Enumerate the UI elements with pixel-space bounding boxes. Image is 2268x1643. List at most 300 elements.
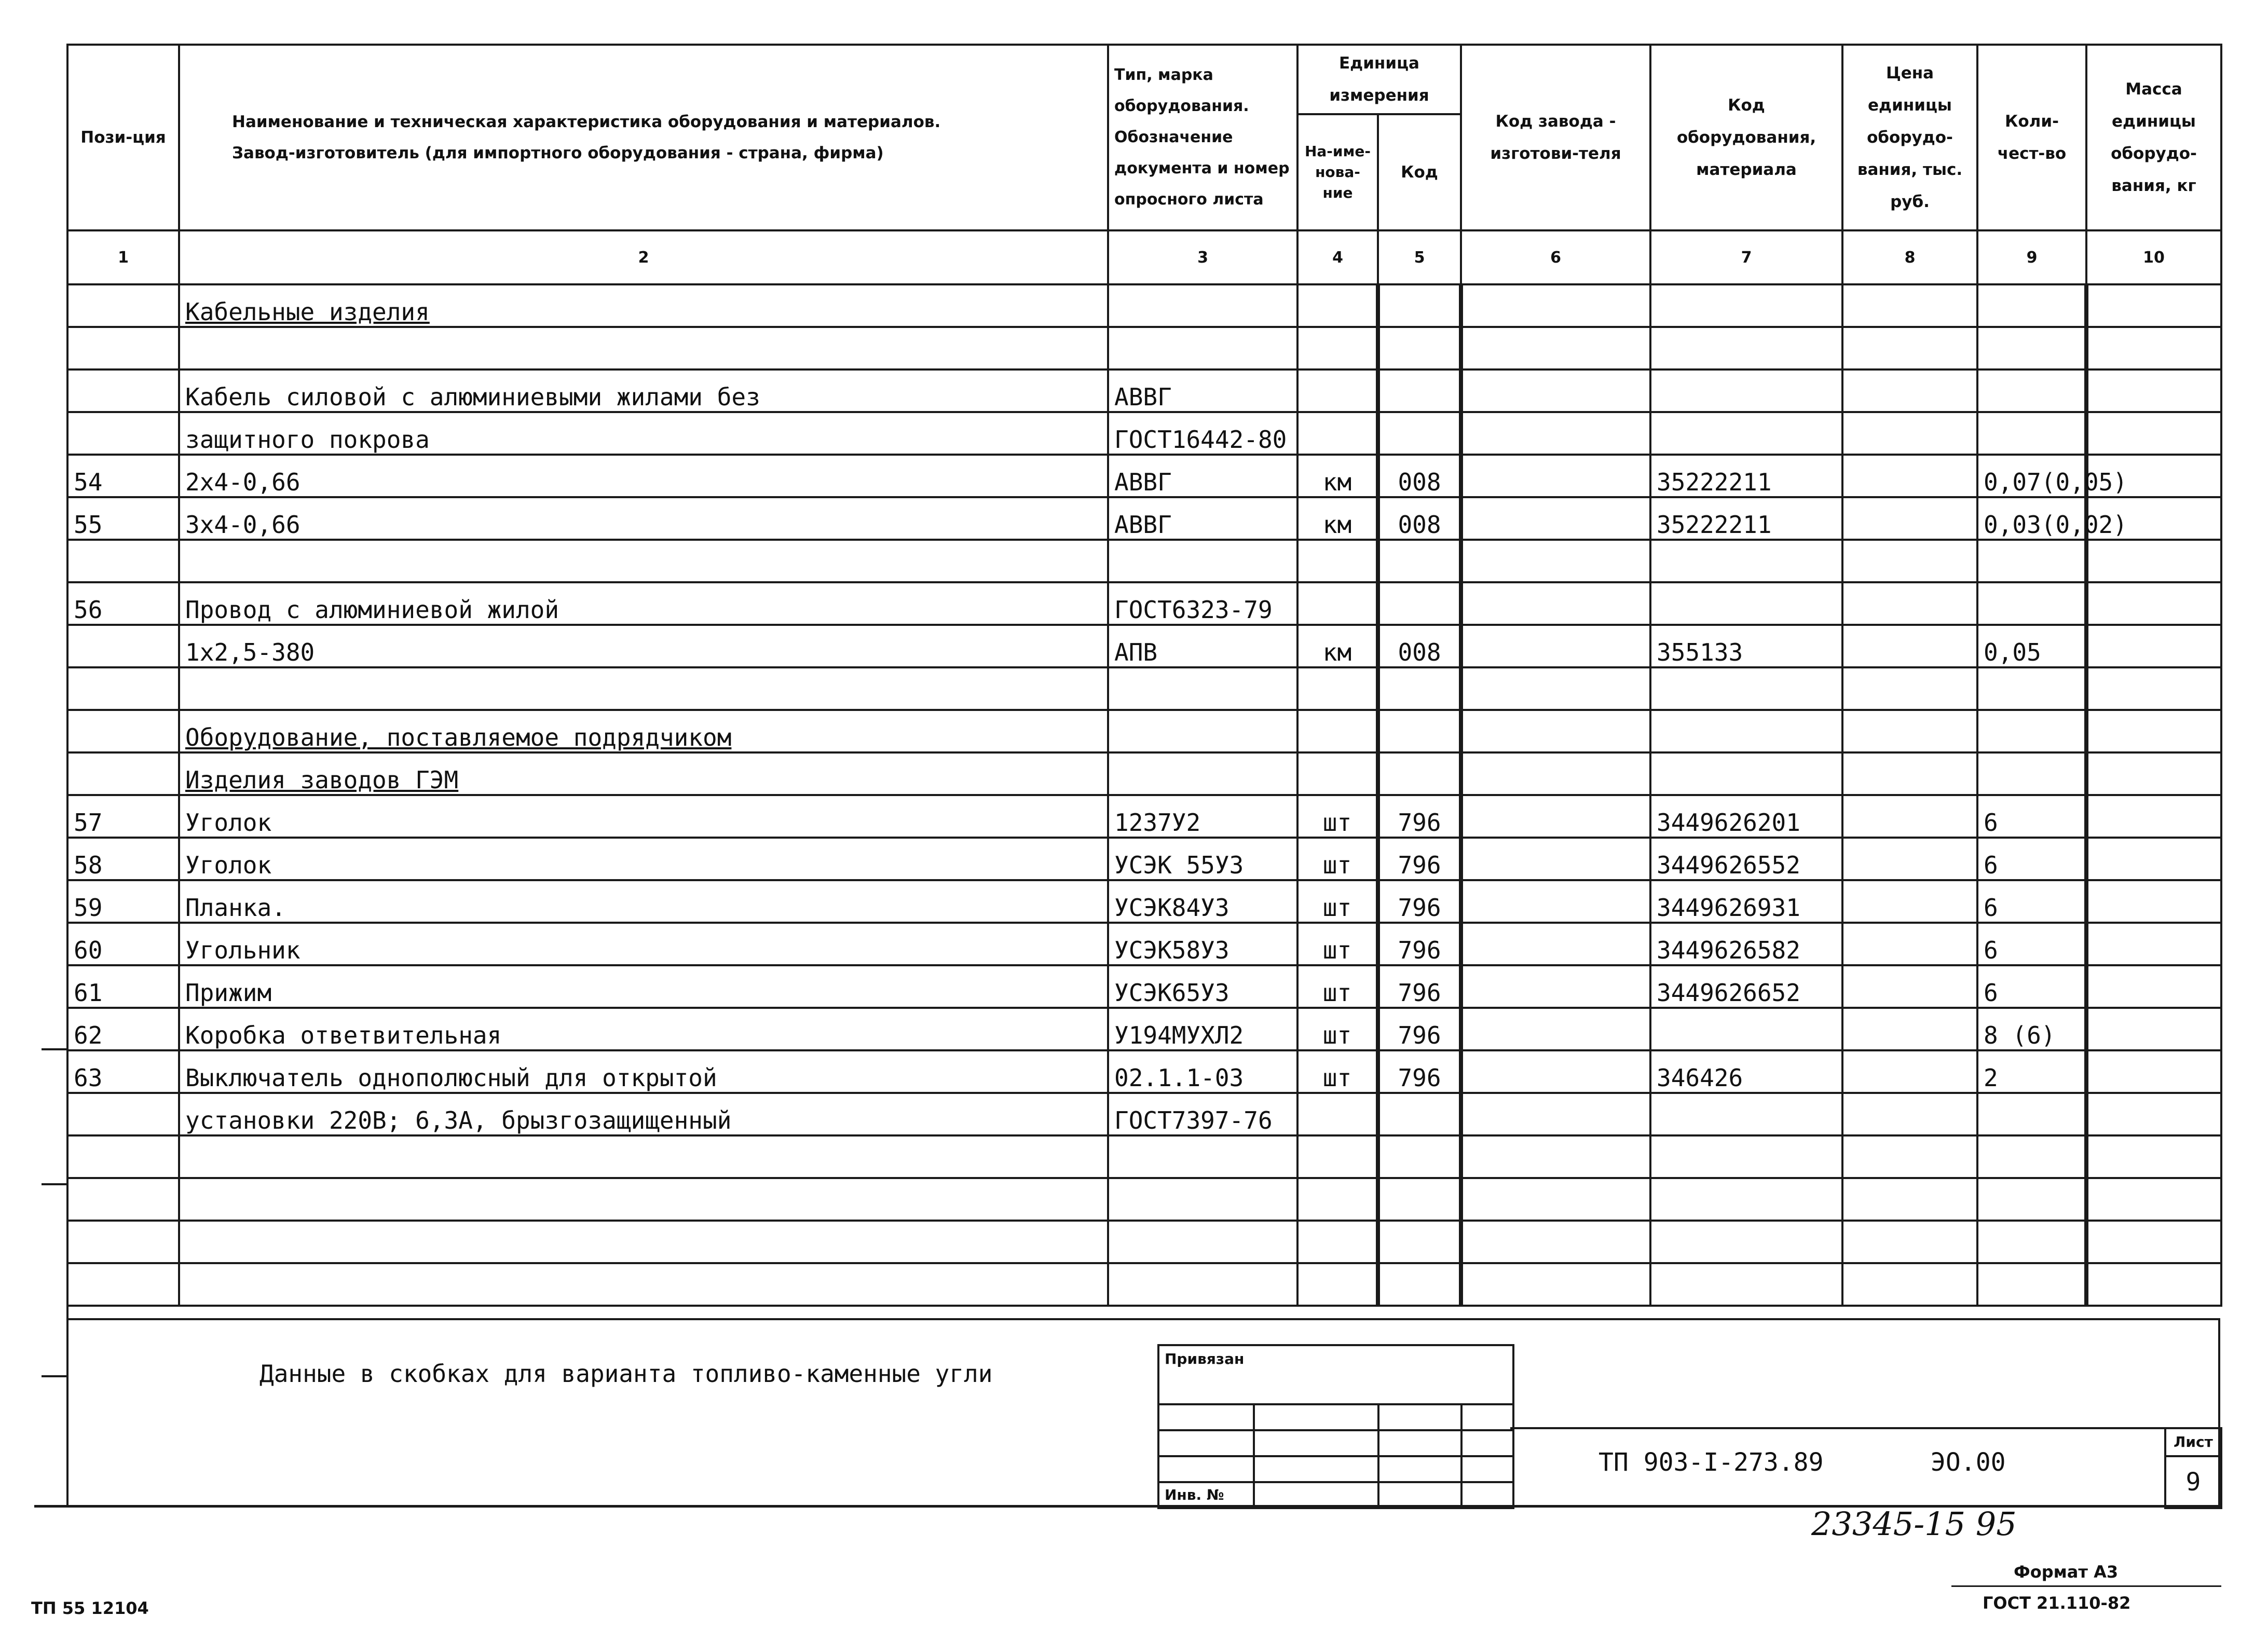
header-unit-group: Единица измерения bbox=[1297, 45, 1461, 114]
cell-equipment-code: 3449626931 bbox=[1650, 880, 1842, 923]
cell-unit-code bbox=[1378, 1178, 1461, 1221]
col-num-1: 1 bbox=[67, 230, 179, 284]
table-bottom-line bbox=[66, 1318, 2220, 1320]
cell-quantity bbox=[1977, 710, 2086, 752]
cell-unit bbox=[1297, 1221, 1378, 1263]
cell-mass bbox=[2086, 795, 2221, 838]
cell-position bbox=[67, 667, 179, 710]
cell-factory-code bbox=[1461, 965, 1650, 1008]
cell-unit: шт bbox=[1297, 1008, 1378, 1050]
cell-position bbox=[67, 327, 179, 369]
cell-name: Прижим bbox=[179, 965, 1108, 1008]
cell-unit: шт bbox=[1297, 923, 1378, 965]
column-number-row bbox=[67, 230, 2221, 284]
cell-factory-code bbox=[1461, 412, 1650, 455]
cell-name bbox=[179, 540, 1108, 582]
cell-unit bbox=[1297, 1178, 1378, 1221]
table-row bbox=[67, 965, 2221, 1008]
table-row bbox=[67, 497, 2221, 540]
cell-name bbox=[179, 1178, 1108, 1221]
table-row bbox=[67, 327, 2221, 369]
cell-type bbox=[1108, 1263, 1297, 1306]
cell-mass bbox=[2086, 880, 2221, 923]
cell-mass bbox=[2086, 1050, 2221, 1093]
stamp-line bbox=[1159, 1429, 1512, 1431]
cell-position: 57 bbox=[67, 795, 179, 838]
cell-factory-code bbox=[1461, 284, 1650, 327]
cell-price bbox=[1842, 880, 1977, 923]
cell-equipment-code bbox=[1650, 1135, 1842, 1178]
cell-unit-code bbox=[1378, 752, 1461, 795]
cell-equipment-code bbox=[1650, 1221, 1842, 1263]
specification-table bbox=[66, 44, 2222, 1307]
cell-price bbox=[1842, 1135, 1977, 1178]
cell-name: Оборудование, поставляемое подрядчиком bbox=[179, 710, 1108, 752]
cell-type: 02.1.1-03 bbox=[1108, 1050, 1297, 1093]
cell-unit-code bbox=[1378, 1263, 1461, 1306]
cell-factory-code bbox=[1461, 455, 1650, 497]
cell-unit bbox=[1297, 327, 1378, 369]
cell-unit-code bbox=[1378, 710, 1461, 752]
stamp-vline bbox=[1460, 1403, 1463, 1507]
cell-position bbox=[67, 1178, 179, 1221]
margin-tick bbox=[42, 1183, 66, 1185]
col-num-2: 2 bbox=[179, 230, 1108, 284]
cell-unit-code: 796 bbox=[1378, 965, 1461, 1008]
cell-unit bbox=[1297, 369, 1378, 412]
cell-quantity bbox=[1977, 284, 2086, 327]
cell-equipment-code bbox=[1650, 1178, 1842, 1221]
cell-unit bbox=[1297, 540, 1378, 582]
cell-quantity bbox=[1977, 369, 2086, 412]
cell-equipment-code: 346426 bbox=[1650, 1050, 1842, 1093]
cell-name: Кабельные изделия bbox=[179, 284, 1108, 327]
cell-type: 1237У2 bbox=[1108, 795, 1297, 838]
cell-equipment-code: 3449626582 bbox=[1650, 923, 1842, 965]
cell-name bbox=[179, 1263, 1108, 1306]
inventory-label: Инв. № bbox=[1165, 1486, 1224, 1503]
header-type: Тип, марка оборудования. Обозначение документа и номер опросного листа bbox=[1108, 45, 1297, 230]
cell-price bbox=[1842, 412, 1977, 455]
cell-factory-code bbox=[1461, 1050, 1650, 1093]
cell-quantity: 6 bbox=[1977, 838, 2086, 880]
cell-price bbox=[1842, 795, 1977, 838]
cell-quantity bbox=[1977, 327, 2086, 369]
cell-factory-code bbox=[1461, 1263, 1650, 1306]
cell-type bbox=[1108, 540, 1297, 582]
cell-unit-code: 008 bbox=[1378, 625, 1461, 667]
col-num-3: 3 bbox=[1108, 230, 1297, 284]
cell-unit bbox=[1297, 1263, 1378, 1306]
cell-name: Провод с алюминиевой жилой bbox=[179, 582, 1108, 625]
cell-equipment-code bbox=[1650, 540, 1842, 582]
header-row bbox=[67, 45, 2221, 114]
cell-unit-code: 796 bbox=[1378, 923, 1461, 965]
cell-type: АПВ bbox=[1108, 625, 1297, 667]
cell-position: 61 bbox=[67, 965, 179, 1008]
cell-position bbox=[67, 752, 179, 795]
cell-quantity bbox=[1977, 1178, 2086, 1221]
cell-unit-code bbox=[1378, 1093, 1461, 1135]
cell-equipment-code bbox=[1650, 1008, 1842, 1050]
cell-quantity bbox=[1977, 540, 2086, 582]
cell-position bbox=[67, 1135, 179, 1178]
cell-equipment-code bbox=[1650, 369, 1842, 412]
table-row bbox=[67, 838, 2221, 880]
cell-mass bbox=[2086, 625, 2221, 667]
sheet-number: 9 bbox=[2185, 1468, 2201, 1497]
cell-mass bbox=[2086, 923, 2221, 965]
cell-position: 56 bbox=[67, 582, 179, 625]
cell-unit-code bbox=[1378, 667, 1461, 710]
cell-unit: км bbox=[1297, 455, 1378, 497]
cell-factory-code bbox=[1461, 497, 1650, 540]
cell-position: 59 bbox=[67, 880, 179, 923]
col-num-7: 7 bbox=[1650, 230, 1842, 284]
cell-unit bbox=[1297, 667, 1378, 710]
cell-price bbox=[1842, 923, 1977, 965]
table-row bbox=[67, 1093, 2221, 1135]
cell-type: УСЭК84У3 bbox=[1108, 880, 1297, 923]
cell-equipment-code bbox=[1650, 1093, 1842, 1135]
header-unit-name: На-име-нова-ние bbox=[1297, 114, 1378, 230]
table-row bbox=[67, 667, 2221, 710]
cell-position bbox=[67, 1263, 179, 1306]
table-row bbox=[67, 625, 2221, 667]
cell-type: ГОСТ16442-80 bbox=[1108, 412, 1297, 455]
table-row bbox=[67, 923, 2221, 965]
cell-equipment-code bbox=[1650, 667, 1842, 710]
stamp-vline bbox=[1253, 1403, 1255, 1507]
cell-factory-code bbox=[1461, 838, 1650, 880]
header-equipment-code: Код оборудования, материала bbox=[1650, 45, 1842, 230]
cell-mass bbox=[2086, 1008, 2221, 1050]
cell-name: 2х4-0,66 bbox=[179, 455, 1108, 497]
cell-position: 63 bbox=[67, 1050, 179, 1093]
cell-position bbox=[67, 284, 179, 327]
cell-equipment-code: 35222211 bbox=[1650, 455, 1842, 497]
cell-type: УСЭК 55У3 bbox=[1108, 838, 1297, 880]
table-row bbox=[67, 710, 2221, 752]
gost-label: ГОСТ 21.110-82 bbox=[1983, 1593, 2131, 1613]
col-num-9: 9 bbox=[1977, 230, 2086, 284]
cell-mass bbox=[2086, 1263, 2221, 1306]
cell-factory-code bbox=[1461, 327, 1650, 369]
header-name-line2: Завод-изготовитель (для импортного оборудования - страна, фирма) bbox=[232, 144, 884, 162]
tp-code: ТП 55 12104 bbox=[31, 1598, 149, 1618]
col-num-5: 5 bbox=[1378, 230, 1461, 284]
cell-type bbox=[1108, 1135, 1297, 1178]
table-row bbox=[67, 540, 2221, 582]
format-line bbox=[1951, 1585, 2221, 1587]
cell-unit-code bbox=[1378, 327, 1461, 369]
cell-mass bbox=[2086, 327, 2221, 369]
cell-unit bbox=[1297, 1135, 1378, 1178]
cell-equipment-code bbox=[1650, 1263, 1842, 1306]
cell-type bbox=[1108, 284, 1297, 327]
cell-quantity bbox=[1977, 752, 2086, 795]
table-row bbox=[67, 284, 2221, 327]
cell-mass bbox=[2086, 582, 2221, 625]
stamp-line bbox=[1159, 1403, 1512, 1405]
cell-mass bbox=[2086, 1178, 2221, 1221]
cell-unit-code: 008 bbox=[1378, 497, 1461, 540]
cell-unit bbox=[1297, 1093, 1378, 1135]
cell-factory-code bbox=[1461, 923, 1650, 965]
cell-quantity bbox=[1977, 1135, 2086, 1178]
cell-name: Планка. bbox=[179, 880, 1108, 923]
cell-price bbox=[1842, 710, 1977, 752]
cell-unit bbox=[1297, 710, 1378, 752]
cell-equipment-code bbox=[1650, 284, 1842, 327]
table-row bbox=[67, 455, 2221, 497]
cell-unit-code bbox=[1378, 369, 1461, 412]
col-num-10: 10 bbox=[2086, 230, 2221, 284]
cell-price bbox=[1842, 369, 1977, 412]
frame-right-line bbox=[2218, 1318, 2220, 1507]
cell-type bbox=[1108, 1221, 1297, 1263]
cell-factory-code bbox=[1461, 625, 1650, 667]
cell-unit bbox=[1297, 412, 1378, 455]
cell-factory-code bbox=[1461, 880, 1650, 923]
cell-quantity: 0,03(0,02) bbox=[1977, 497, 2086, 540]
cell-type bbox=[1108, 327, 1297, 369]
header-position: Пози-ция bbox=[67, 45, 179, 230]
cell-factory-code bbox=[1461, 1221, 1650, 1263]
cell-price bbox=[1842, 1178, 1977, 1221]
col-num-6: 6 bbox=[1461, 230, 1650, 284]
cell-unit: км bbox=[1297, 497, 1378, 540]
table-row bbox=[67, 1178, 2221, 1221]
cell-factory-code bbox=[1461, 1008, 1650, 1050]
cell-equipment-code bbox=[1650, 752, 1842, 795]
cell-equipment-code bbox=[1650, 327, 1842, 369]
cell-unit-code: 796 bbox=[1378, 1050, 1461, 1093]
table-body bbox=[67, 284, 2221, 1306]
stamp-label: Привязан bbox=[1165, 1350, 1245, 1367]
col-num-8: 8 bbox=[1842, 230, 1977, 284]
cell-name bbox=[179, 1221, 1108, 1263]
stamp-line bbox=[1159, 1455, 1512, 1457]
cell-type bbox=[1108, 710, 1297, 752]
header-price: Цена единицы оборудо-вания, тыс. руб. bbox=[1842, 45, 1977, 230]
header-quantity: Коли-чест-во bbox=[1977, 45, 2086, 230]
cell-equipment-code bbox=[1650, 412, 1842, 455]
cell-quantity: 0,07(0,05) bbox=[1977, 455, 2086, 497]
cell-name: Изделия заводов ГЭМ bbox=[179, 752, 1108, 795]
cell-mass bbox=[2086, 965, 2221, 1008]
cell-factory-code bbox=[1461, 369, 1650, 412]
cell-price bbox=[1842, 1093, 1977, 1135]
cell-equipment-code: 35222211 bbox=[1650, 497, 1842, 540]
cell-price bbox=[1842, 752, 1977, 795]
cell-unit: шт bbox=[1297, 965, 1378, 1008]
margin-tick bbox=[42, 1375, 66, 1377]
table-row bbox=[67, 369, 2221, 412]
cell-equipment-code bbox=[1650, 582, 1842, 625]
cell-unit-code bbox=[1378, 1135, 1461, 1178]
cell-mass bbox=[2086, 1221, 2221, 1263]
cell-mass bbox=[2086, 752, 2221, 795]
frame-left-line bbox=[66, 44, 69, 1507]
cell-position bbox=[67, 1221, 179, 1263]
cell-quantity bbox=[1977, 582, 2086, 625]
cell-type: АВВГ bbox=[1108, 369, 1297, 412]
cell-position bbox=[67, 625, 179, 667]
cell-factory-code bbox=[1461, 1093, 1650, 1135]
header-name bbox=[179, 45, 1108, 230]
table-row bbox=[67, 1050, 2221, 1093]
cell-mass bbox=[2086, 710, 2221, 752]
table-row bbox=[67, 1263, 2221, 1306]
cell-position bbox=[67, 540, 179, 582]
cell-unit bbox=[1297, 582, 1378, 625]
cell-type bbox=[1108, 752, 1297, 795]
cell-unit: шт bbox=[1297, 1050, 1378, 1093]
table-row bbox=[67, 880, 2221, 923]
header-name-line1: Наименование и техническая характеристика оборудования и материалов. bbox=[232, 113, 941, 131]
stamp-line bbox=[1159, 1481, 1512, 1483]
cell-unit-code: 796 bbox=[1378, 795, 1461, 838]
cell-equipment-code: 3449626552 bbox=[1650, 838, 1842, 880]
cell-position bbox=[67, 369, 179, 412]
cell-mass bbox=[2086, 540, 2221, 582]
cell-unit-code: 796 bbox=[1378, 880, 1461, 923]
cell-position: 60 bbox=[67, 923, 179, 965]
cell-unit: шт bbox=[1297, 795, 1378, 838]
cell-price bbox=[1842, 625, 1977, 667]
cell-factory-code bbox=[1461, 667, 1650, 710]
footnote: Данные в скобках для варианта топливо-каменные угли bbox=[259, 1360, 993, 1388]
section-code: ЭО.00 bbox=[1931, 1448, 2006, 1477]
cell-price bbox=[1842, 1263, 1977, 1306]
cell-quantity bbox=[1977, 1093, 2086, 1135]
cell-quantity bbox=[1977, 667, 2086, 710]
cell-quantity: 0,05 bbox=[1977, 625, 2086, 667]
stamp-vline bbox=[1377, 1403, 1379, 1507]
cell-unit-code: 008 bbox=[1378, 455, 1461, 497]
cell-price bbox=[1842, 497, 1977, 540]
cell-type: УСЭК65У3 bbox=[1108, 965, 1297, 1008]
cell-quantity bbox=[1977, 1221, 2086, 1263]
cell-type: ГОСТ7397-76 bbox=[1108, 1093, 1297, 1135]
table-row bbox=[67, 1221, 2221, 1263]
cell-mass bbox=[2086, 1093, 2221, 1135]
cell-name bbox=[179, 327, 1108, 369]
cell-name: 1х2,5-380 bbox=[179, 625, 1108, 667]
cell-price bbox=[1842, 1050, 1977, 1093]
cell-position bbox=[67, 710, 179, 752]
cell-factory-code bbox=[1461, 710, 1650, 752]
table-row bbox=[67, 795, 2221, 838]
cell-factory-code bbox=[1461, 1135, 1650, 1178]
cell-price bbox=[1842, 965, 1977, 1008]
cell-price bbox=[1842, 455, 1977, 497]
cell-price bbox=[1842, 284, 1977, 327]
cell-type bbox=[1108, 667, 1297, 710]
cell-mass bbox=[2086, 284, 2221, 327]
cell-price bbox=[1842, 667, 1977, 710]
cell-unit bbox=[1297, 284, 1378, 327]
cell-type bbox=[1108, 1178, 1297, 1221]
cell-type: ГОСТ6323-79 bbox=[1108, 582, 1297, 625]
col-num-4: 4 bbox=[1297, 230, 1378, 284]
table-row bbox=[67, 752, 2221, 795]
cell-type: У194МУХЛ2 bbox=[1108, 1008, 1297, 1050]
cell-name bbox=[179, 667, 1108, 710]
cell-quantity: 8 (6) bbox=[1977, 1008, 2086, 1050]
handwritten-number: 23345-15 95 bbox=[1811, 1505, 2017, 1543]
cell-price bbox=[1842, 540, 1977, 582]
cell-type: АВВГ bbox=[1108, 497, 1297, 540]
cell-name: 3х4-0,66 bbox=[179, 497, 1108, 540]
cell-factory-code bbox=[1461, 752, 1650, 795]
cell-name: Выключатель однополюсный для открытой bbox=[179, 1050, 1108, 1093]
document-id: ТП 903-I-273.89 bbox=[1598, 1448, 1824, 1477]
cell-name: Уголок bbox=[179, 838, 1108, 880]
cell-mass bbox=[2086, 667, 2221, 710]
cell-unit: шт bbox=[1297, 880, 1378, 923]
title-block-line bbox=[1510, 1427, 2164, 1429]
cell-type: АВВГ bbox=[1108, 455, 1297, 497]
cell-name bbox=[179, 1135, 1108, 1178]
cell-equipment-code bbox=[1650, 710, 1842, 752]
cell-name: Коробка ответвительная bbox=[179, 1008, 1108, 1050]
cell-unit: шт bbox=[1297, 838, 1378, 880]
cell-quantity: 6 bbox=[1977, 880, 2086, 923]
cell-position: 62 bbox=[67, 1008, 179, 1050]
cell-name: защитного покрова bbox=[179, 412, 1108, 455]
cell-quantity: 6 bbox=[1977, 795, 2086, 838]
cell-equipment-code: 3449626652 bbox=[1650, 965, 1842, 1008]
cell-name: Уголок bbox=[179, 795, 1108, 838]
cell-position: 58 bbox=[67, 838, 179, 880]
cell-unit-code bbox=[1378, 1221, 1461, 1263]
cell-mass bbox=[2086, 369, 2221, 412]
cell-mass bbox=[2086, 1135, 2221, 1178]
cell-price bbox=[1842, 582, 1977, 625]
format-label: Формат А3 bbox=[2014, 1562, 2119, 1582]
cell-quantity bbox=[1977, 1263, 2086, 1306]
margin-tick bbox=[42, 1048, 66, 1050]
table-row bbox=[67, 412, 2221, 455]
cell-name: Угольник bbox=[179, 923, 1108, 965]
cell-price bbox=[1842, 838, 1977, 880]
binding-stamp bbox=[1157, 1344, 1514, 1509]
cell-equipment-code: 3449626201 bbox=[1650, 795, 1842, 838]
cell-quantity: 2 bbox=[1977, 1050, 2086, 1093]
cell-position: 54 bbox=[67, 455, 179, 497]
cell-factory-code bbox=[1461, 540, 1650, 582]
cell-unit bbox=[1297, 752, 1378, 795]
cell-mass bbox=[2086, 412, 2221, 455]
table-row bbox=[67, 1135, 2221, 1178]
cell-position bbox=[67, 1093, 179, 1135]
cell-type: УСЭК58У3 bbox=[1108, 923, 1297, 965]
cell-price bbox=[1842, 327, 1977, 369]
cell-equipment-code: 355133 bbox=[1650, 625, 1842, 667]
cell-quantity: 6 bbox=[1977, 923, 2086, 965]
cell-quantity bbox=[1977, 412, 2086, 455]
cell-unit-code bbox=[1378, 284, 1461, 327]
header-factory-code: Код завода - изготови-теля bbox=[1461, 45, 1650, 230]
cell-name: установки 220В; 6,3А, брызгозащищенный bbox=[179, 1093, 1108, 1135]
cell-factory-code bbox=[1461, 1178, 1650, 1221]
cell-price bbox=[1842, 1008, 1977, 1050]
cell-unit-code bbox=[1378, 582, 1461, 625]
cell-name: Кабель силовой с алюминиевыми жилами без bbox=[179, 369, 1108, 412]
cell-unit: км bbox=[1297, 625, 1378, 667]
